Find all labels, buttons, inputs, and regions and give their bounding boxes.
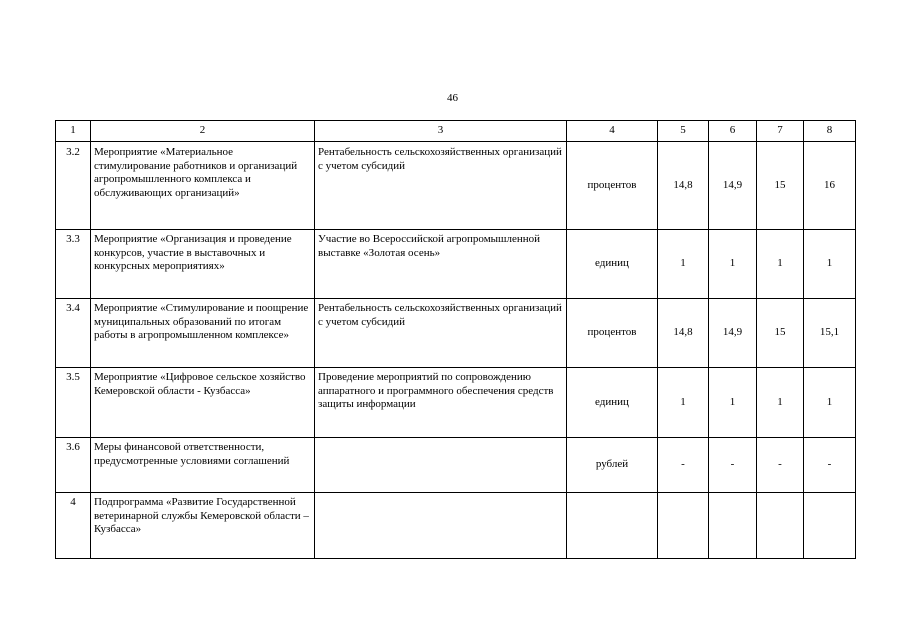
value-cell: 14,8 — [658, 299, 709, 368]
value-cell: 1 — [757, 230, 804, 299]
event-cell: Подпрограмма «Развитие Государственной ветеринарной службы Кемеровской области – Кузбасса» — [91, 493, 315, 559]
header-cell: 6 — [709, 121, 757, 142]
value-cell: 1 — [804, 230, 856, 299]
indicator-cell: Рентабельность сельскохозяйственных организаций с учетом субсидий — [315, 299, 567, 368]
value-cell: 1 — [658, 368, 709, 438]
value-cell — [658, 493, 709, 559]
value-cell: 15 — [757, 142, 804, 230]
table-row — [56, 368, 856, 438]
value-cell — [804, 493, 856, 559]
indicator-cell: Рентабельность сельскохозяйственных организаций с учетом субсидий — [315, 142, 567, 230]
table-row — [56, 493, 856, 559]
table-row — [56, 230, 856, 299]
row-number: 3.6 — [56, 438, 91, 493]
event-cell: Мероприятие «Организация и проведение конкурсов, участие в выставочных и конкурсных мероприятиях» — [91, 230, 315, 299]
table-row — [56, 299, 856, 368]
value-cell: 1 — [709, 230, 757, 299]
value-cell: 15,1 — [804, 299, 856, 368]
value-cell: 15 — [757, 299, 804, 368]
unit-cell: единиц — [567, 368, 658, 438]
indicator-cell — [315, 438, 567, 493]
header-cell: 7 — [757, 121, 804, 142]
unit-cell: единиц — [567, 230, 658, 299]
value-cell: 1 — [804, 368, 856, 438]
value-cell: - — [709, 438, 757, 493]
value-cell: 14,9 — [709, 299, 757, 368]
unit-cell: процентов — [567, 299, 658, 368]
table-header-row — [56, 121, 856, 142]
indicator-cell — [315, 493, 567, 559]
unit-cell: процентов — [567, 142, 658, 230]
value-cell — [709, 493, 757, 559]
event-cell: Мероприятие «Цифровое сельское хозяйство Кемеровской области - Кузбасса» — [91, 368, 315, 438]
indicator-cell: Проведение мероприятий по сопровождению аппаратного и программного обеспечения средств защиты информации — [315, 368, 567, 438]
value-cell: - — [804, 438, 856, 493]
header-cell: 4 — [567, 121, 658, 142]
value-cell: 16 — [804, 142, 856, 230]
header-cell: 8 — [804, 121, 856, 142]
table-row — [56, 142, 856, 230]
value-cell: 14,9 — [709, 142, 757, 230]
row-number: 3.5 — [56, 368, 91, 438]
header-cell: 1 — [56, 121, 91, 142]
unit-cell — [567, 493, 658, 559]
row-number: 4 — [56, 493, 91, 559]
header-cell: 3 — [315, 121, 567, 142]
indicators-table — [55, 120, 856, 559]
event-cell: Мероприятие «Материальное стимулирование работников и организаций агропромышленного комплекса и обслуживающих организаций» — [91, 142, 315, 230]
page-number: 46 — [447, 92, 458, 104]
value-cell: - — [658, 438, 709, 493]
row-number: 3.2 — [56, 142, 91, 230]
table-row — [56, 438, 856, 493]
value-cell — [757, 493, 804, 559]
row-number: 3.3 — [56, 230, 91, 299]
value-cell: 14,8 — [658, 142, 709, 230]
unit-cell: рублей — [567, 438, 658, 493]
header-cell: 5 — [658, 121, 709, 142]
header-cell: 2 — [91, 121, 315, 142]
row-number: 3.4 — [56, 299, 91, 368]
value-cell: 1 — [757, 368, 804, 438]
value-cell: 1 — [709, 368, 757, 438]
event-cell: Меры финансовой ответственности, предусмотренные условиями соглашений — [91, 438, 315, 493]
event-cell: Мероприятие «Стимулирование и поощрение муниципальных образований по итогам работы в агропромышленном комплексе» — [91, 299, 315, 368]
value-cell: 1 — [658, 230, 709, 299]
value-cell: - — [757, 438, 804, 493]
indicator-cell: Участие во Всероссийской агропромышленной выставке «Золотая осень» — [315, 230, 567, 299]
